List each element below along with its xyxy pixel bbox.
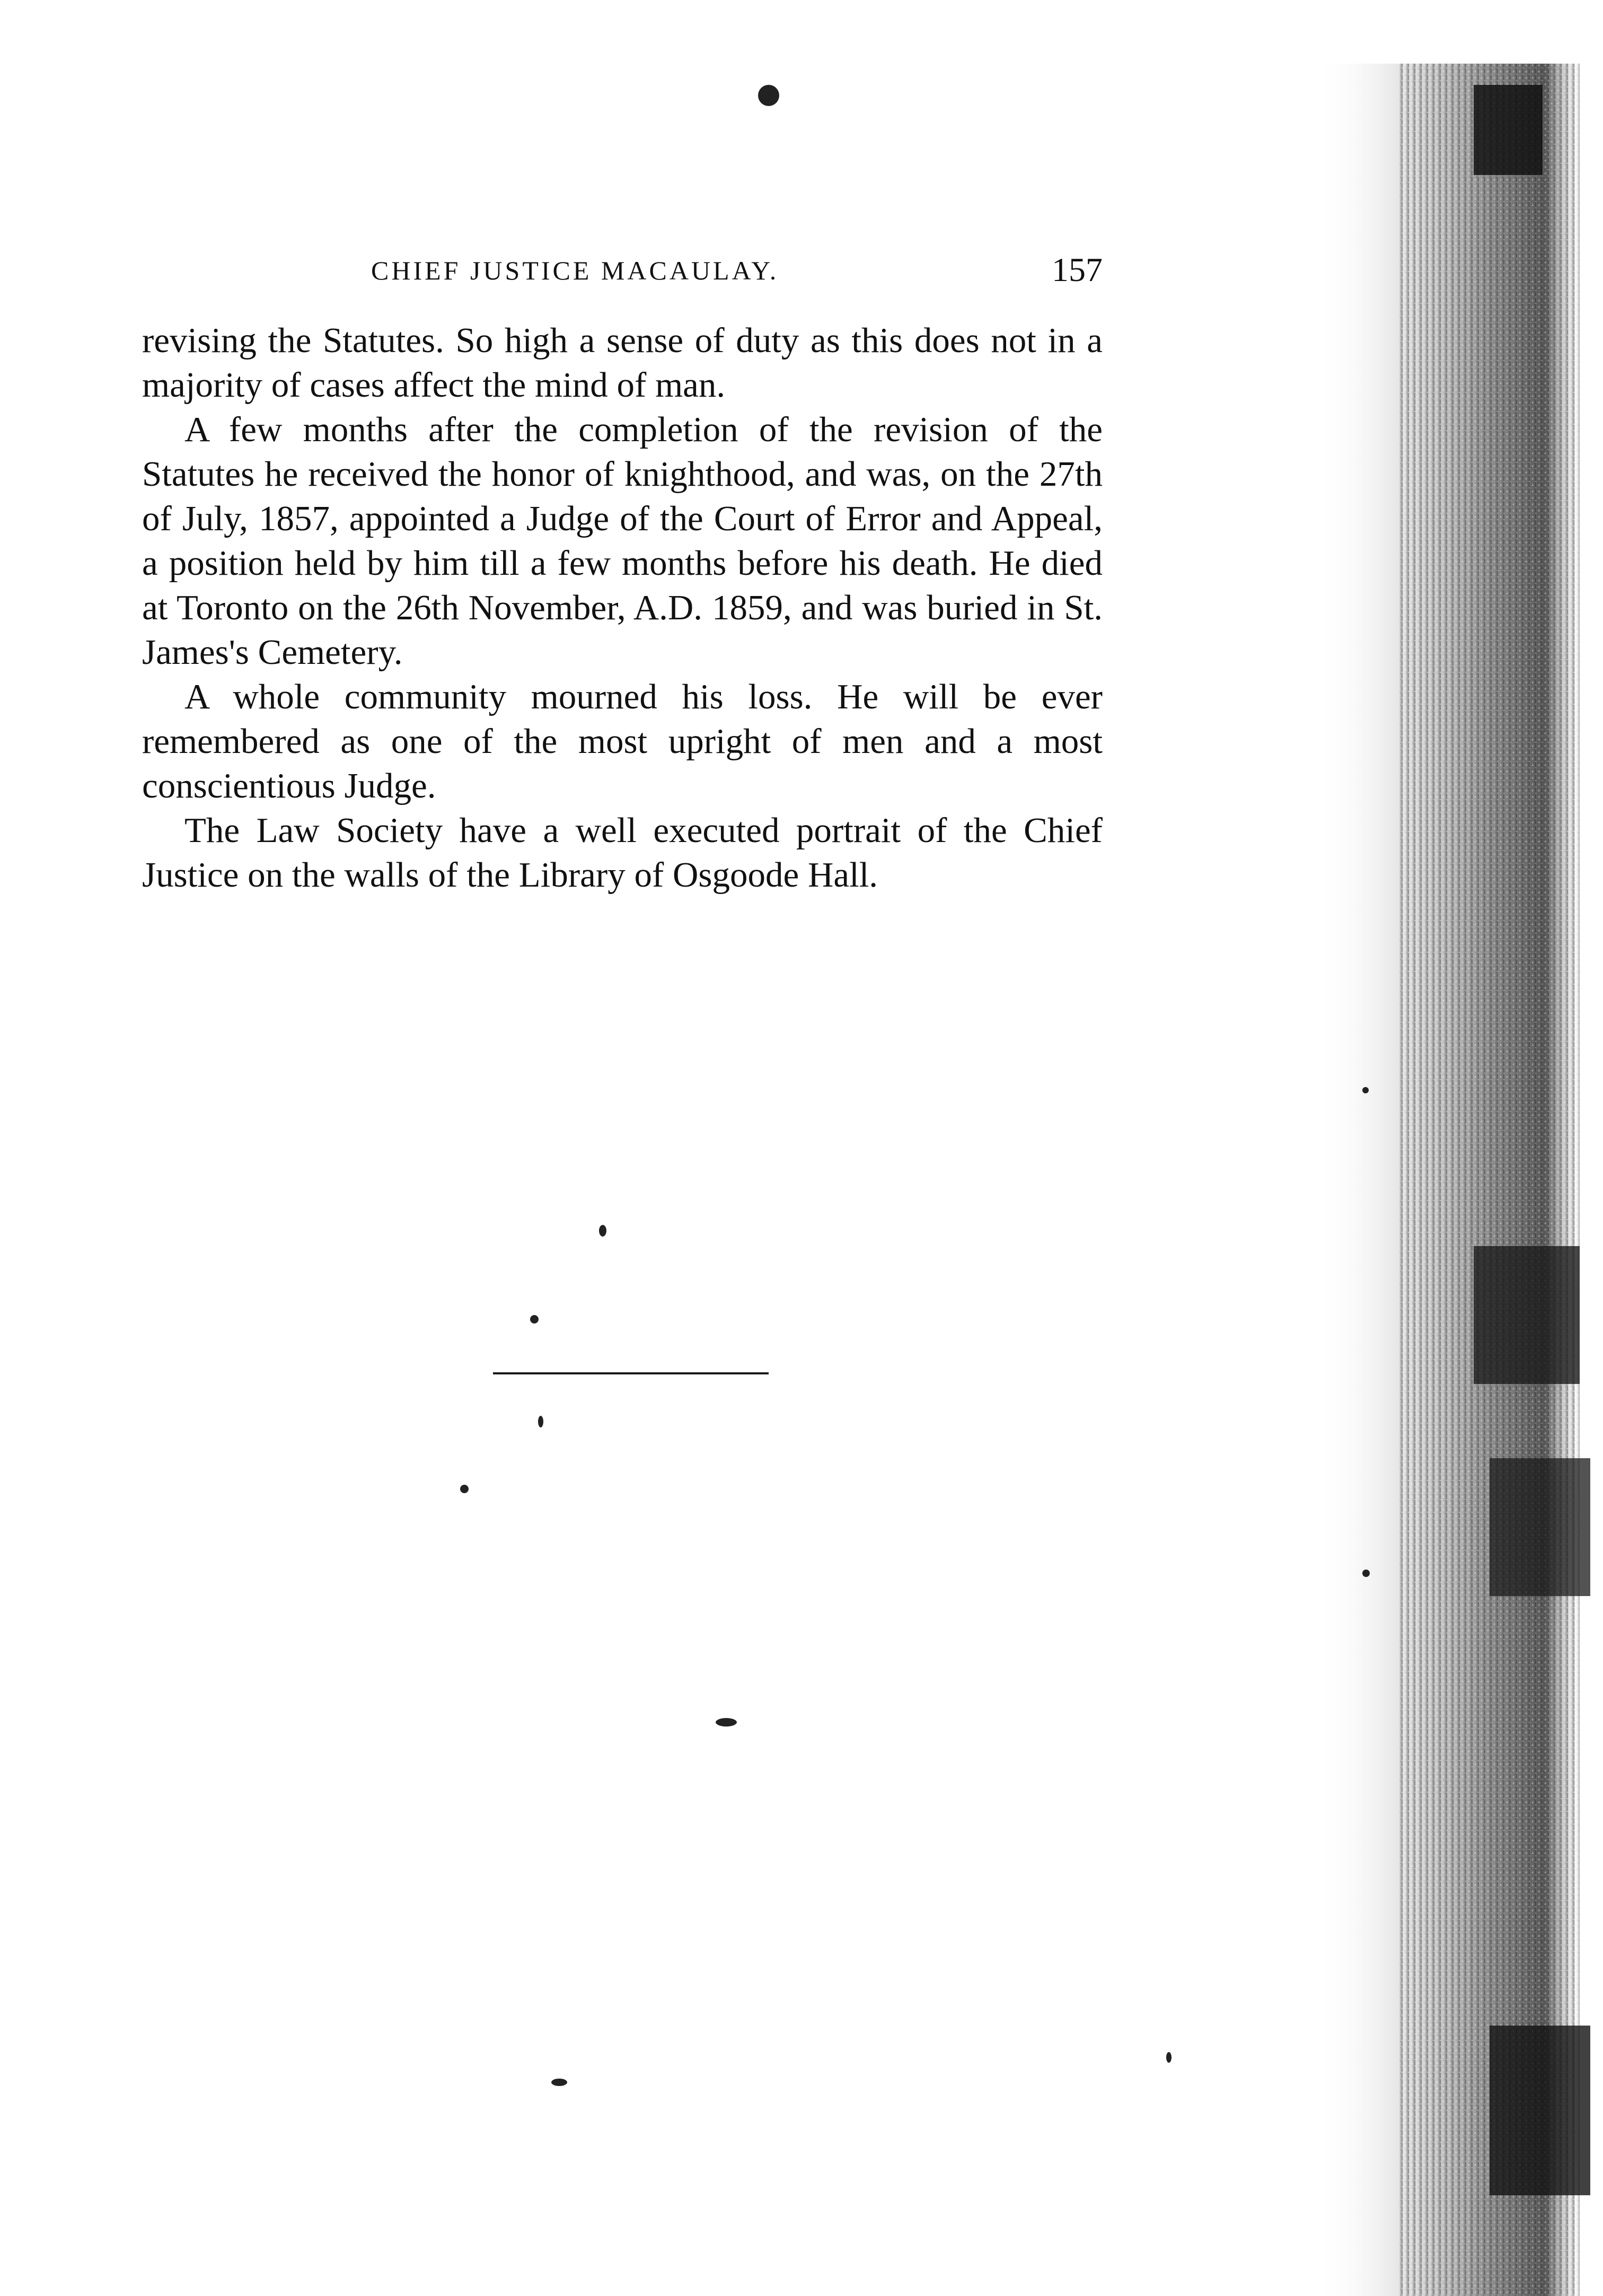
paragraph-3: A whole community mourned his loss. He will be ever remembered as one of the most upright of men and a most conscientious Judge. xyxy=(142,677,1103,805)
running-head xyxy=(371,249,1103,292)
paragraph-4: The Law Society have a well executed portrait of the Chief Justice on the walls of the Library of Osgoode Hall. xyxy=(142,811,1103,895)
scan-speck xyxy=(716,1718,737,1727)
body-text xyxy=(142,318,1103,897)
scan-speck xyxy=(551,2079,567,2086)
scan-edge-shadow xyxy=(1315,64,1603,2296)
scan-speck xyxy=(1362,1087,1369,1093)
running-title: CHIEF JUSTICE MACAULAY. xyxy=(371,256,779,285)
page-number: 157 xyxy=(1052,251,1103,288)
scan-speck xyxy=(538,1416,543,1427)
section-end-rule xyxy=(493,1372,769,1374)
scan-speck xyxy=(530,1315,539,1324)
scan-speck xyxy=(1362,1570,1370,1577)
scan-speck xyxy=(758,85,779,106)
scan-speck xyxy=(1166,2052,1172,2063)
paragraph-2: A few months after the completion of the revision of the Statutes he received the honor of knighthood, and was, on the 27th of July, 1857, appointed a Judge of the Court of Error and Appeal, a position held by him till a few months before his death. He died at Toronto on the 26th November, A.D. 1859, and was buried in St. James's Cemetery. xyxy=(142,410,1103,672)
scan-speck xyxy=(599,1225,606,1237)
scan-speck xyxy=(460,1485,469,1493)
paragraph-1: revising the Statutes. So high a sense of duty as this does not in a majority of cases affect the mind of man. xyxy=(142,321,1103,405)
